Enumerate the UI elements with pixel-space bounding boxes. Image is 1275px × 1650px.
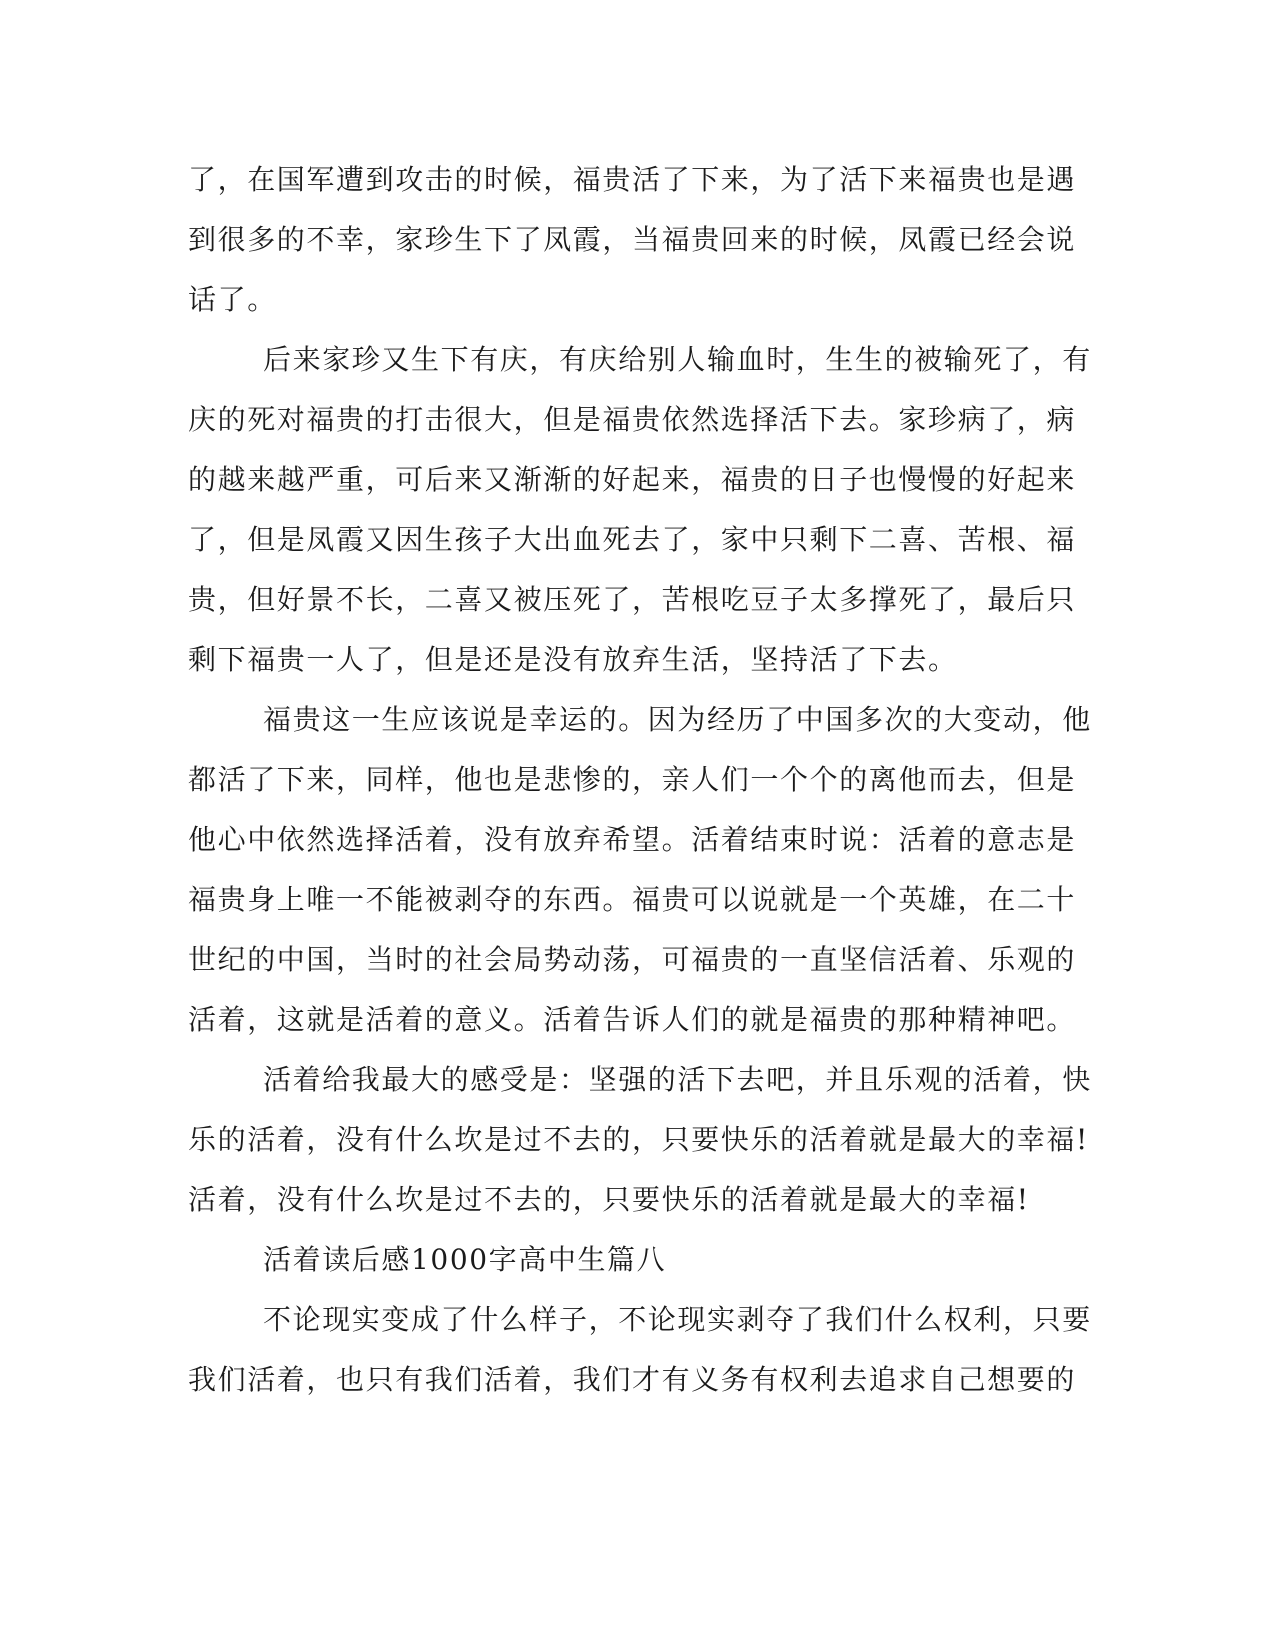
paragraph-first-line: 不论现实变成了什么样子，不论现实剥夺了我们什么权利，只要 (263, 1303, 1092, 1336)
text-line: 剩下福贵一人了，但是还是没有放弃生活，坚持活了下去。 (188, 643, 958, 676)
text-line: 世纪的中国，当时的社会局势动荡，可福贵的一直坚信活着、乐观的 (188, 943, 1077, 976)
text-line: 都活了下来，同样，他也是悲惨的，亲人们一个个的离他而去，但是 (188, 763, 1077, 796)
text-line: 了，在国军遭到攻击的时候，福贵活了下来，为了活下来福贵也是遇 (188, 163, 1077, 196)
text-line: 了，但是凤霞又因生孩子大出血死去了，家中只剩下二喜、苦根、福 (188, 523, 1077, 556)
text-line: 福贵身上唯一不能被剥夺的东西。福贵可以说就是一个英雄，在二十 (188, 883, 1077, 916)
text-line: 他心中依然选择活着，没有放弃希望。活着结束时说：活着的意志是 (188, 823, 1077, 856)
text-line: 活着，这就是活着的意义。活着告诉人们的就是福贵的那种精神吧。 (188, 1003, 1077, 1036)
text-line: 我们活着，也只有我们活着，我们才有义务有权利去追求自己想要的 (188, 1363, 1077, 1396)
text-line: 庆的死对福贵的打击很大，但是福贵依然选择活下去。家珍病了，病 (188, 403, 1077, 436)
text-line: 活着，没有什么坎是过不去的，只要快乐的活着就是最大的幸福! (188, 1183, 1030, 1216)
text-line: 到很多的不幸，家珍生下了凤霞，当福贵回来的时候，凤霞已经会说 (188, 223, 1077, 256)
text-line: 乐的活着，没有什么坎是过不去的，只要快乐的活着就是最大的幸福! (188, 1123, 1089, 1156)
paragraph-first-line: 活着给我最大的感受是：坚强的活下去吧，并且乐观的活着，快 (263, 1063, 1092, 1096)
text-line: 话了。 (188, 283, 277, 316)
paragraph-first-line: 福贵这一生应该说是幸运的。因为经历了中国多次的大变动，他 (263, 703, 1092, 736)
section-heading: 活着读后感1000字高中生篇八 (263, 1243, 667, 1276)
paragraph-first-line: 后来家珍又生下有庆，有庆给别人输血时，生生的被输死了，有 (263, 343, 1092, 376)
text-line: 贵，但好景不长，二喜又被压死了，苦根吃豆子太多撑死了，最后只 (188, 583, 1077, 616)
text-line: 的越来越严重，可后来又渐渐的好起来，福贵的日子也慢慢的好起来 (188, 463, 1077, 496)
